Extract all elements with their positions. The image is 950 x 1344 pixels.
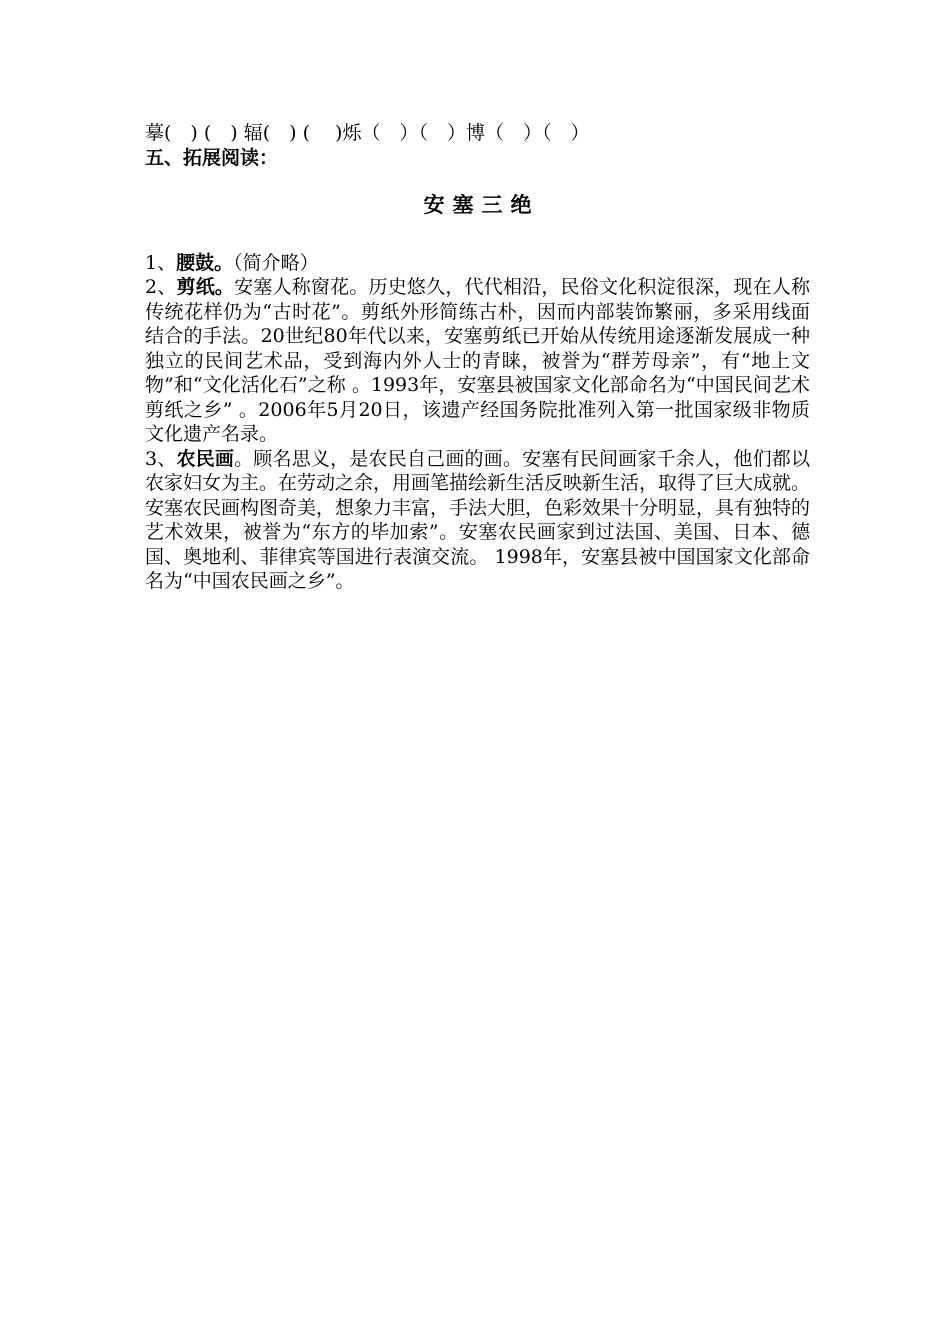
fill-in-blank-line: 摹( ) ( ) 辐( ) ( )烁（ ）（ ）博（ ）（ ） [145, 122, 590, 144]
item-name: 腰鼓。 [176, 251, 234, 274]
item-number: 2、 [145, 276, 177, 298]
section-heading: 五、拓展阅读： [145, 146, 279, 169]
article-title: 安塞三绝 [423, 193, 540, 217]
item-text: 。顾名思义，是农民自己画的画。安塞有民间画家千余人，他们都以农家妇女为主。在劳动之余，用画笔描绘新生活反映新生活，取得了巨大成就。安塞农民画构图奇美，想象力丰富，手法大胆，色彩效果十分明显，具有独特的艺术效果，被誉为“东方的毕加索”。安塞农民画家到过法国、美国、日本、德 国、奥地利、菲律宾等国进行表演交流。 1998年，安塞县被中国国家文化部命名为“中国农民画之乡”。 [145, 447, 811, 592]
item-paper-cutting [145, 275, 810, 447]
item-text: 安塞人称窗花。历史悠久，代代相沿，民俗文化积淀很深，现在人称传统花样仍为“古时花”。剪纸外形简练古朴，因而内部装饰繁丽，多采用线面结合的手法。20世纪80年代以来，安塞剪纸已开始从传统用途逐渐发展成一种独立的民间艺术品，受到海内外人士的青睐，被誉为“群芳母亲”，有“地上文物”和“文化活化石”之称 。1993年，安塞县被国家文化部命名为“中国民间艺术剪纸之乡” 。2006年5月20日，该遗产经国务院批准列入第一批国家级非物质文化遗产名录。 [145, 276, 810, 445]
document-page [145, 121, 810, 594]
item-text: （简介略） [233, 251, 319, 274]
item-name: 剪纸。 [176, 276, 235, 298]
item-peasant-painting [145, 447, 810, 594]
item-name: 农民画 [176, 447, 235, 470]
item-waist-drum [145, 251, 810, 276]
item-number: 1、 [145, 251, 177, 274]
item-number: 3、 [145, 447, 177, 470]
